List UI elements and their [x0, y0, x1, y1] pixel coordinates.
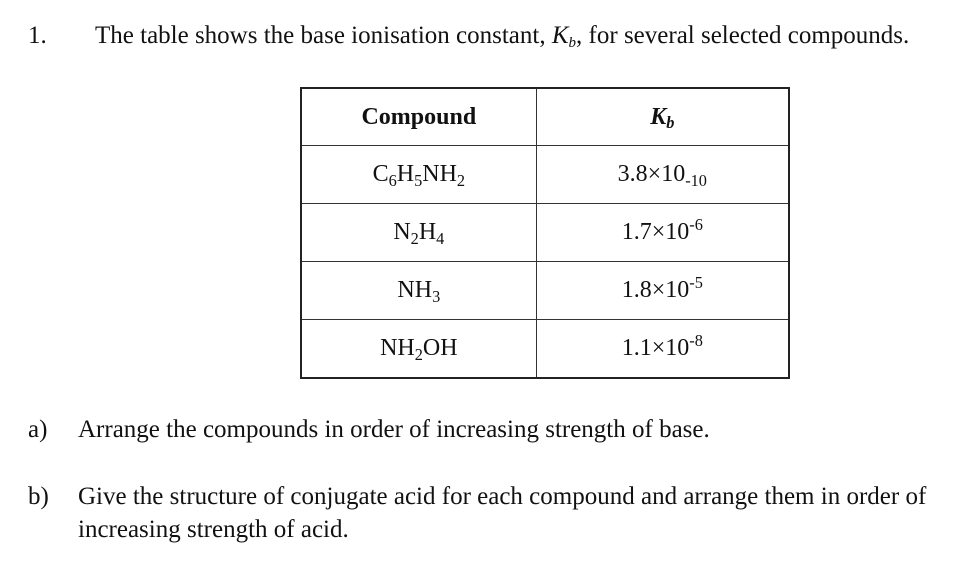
- table-row: [301, 262, 789, 320]
- question-number: 1.: [28, 22, 47, 49]
- table-row: [301, 320, 789, 379]
- table-row: [301, 146, 789, 204]
- question-text-before: The table shows the base ionisation constant,: [95, 22, 552, 49]
- compound-cell: $NH_2OH$: [301, 320, 536, 379]
- kb-cell: $3.8\times 10_{-10}$: [536, 146, 789, 204]
- part-b-label: b): [28, 483, 49, 510]
- part-b-text: Give the structure of conjugate acid for each compound and arrange them in order of increasing strength of acid.: [78, 483, 927, 543]
- kb-cell: $1.8\times 10^{-5}$: [536, 262, 789, 320]
- part-a-label: a): [28, 416, 48, 443]
- kb-table: [300, 87, 790, 379]
- header-kb: $K_b$: [536, 88, 789, 146]
- kb-symbol: $K_b$: [551, 22, 577, 52]
- compound-cell: $NH_3$: [301, 262, 536, 320]
- compound-cell: $C_6H_5NH_2$: [301, 146, 536, 204]
- question-text: [95, 20, 909, 52]
- header-compound: Compound: [301, 88, 536, 146]
- kb-cell: $1.7\times 10^{-6}$: [536, 204, 789, 262]
- compound-cell: $N_2H_4$: [301, 204, 536, 262]
- table-row: [301, 204, 789, 262]
- kb-cell: $1.1\times 10^{-8}$: [536, 320, 789, 379]
- table-header-row: [301, 88, 789, 146]
- question-text-after: , for several selected compounds.: [576, 22, 910, 49]
- part-a-text: Arrange the compounds in order of increasing strength of base.: [78, 416, 710, 443]
